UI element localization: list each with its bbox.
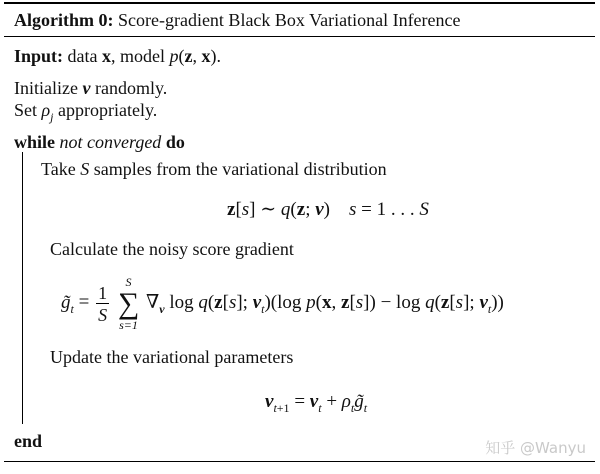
math-S: S xyxy=(80,159,90,179)
do-keyword: do xyxy=(165,132,185,152)
init-text-b: randomly. xyxy=(94,78,168,98)
step-gradient xyxy=(50,238,294,260)
set-text-b: appropriately. xyxy=(58,100,158,120)
algorithm-header xyxy=(14,9,461,31)
header-rule xyxy=(4,36,595,37)
set-text-a: Set xyxy=(14,100,38,120)
init-line xyxy=(14,77,167,99)
end-line xyxy=(14,430,42,452)
input-text-model: , model xyxy=(111,46,166,66)
input-line: Input: data x, model p(z, x). xyxy=(14,46,222,66)
while-line xyxy=(14,131,185,153)
input-text-data: data xyxy=(67,46,98,66)
while-keyword: while xyxy=(14,132,56,152)
math-x: x xyxy=(102,46,112,66)
sample-equation: z[s] ∼ q(z; ν) s = 1 . . . S xyxy=(227,199,429,220)
step1-text-b: samples from the variational distribution xyxy=(93,159,387,179)
algorithm-title: Score-gradient Black Box Variational Inference xyxy=(117,10,461,30)
while-condition: not converged xyxy=(59,132,162,152)
step2-text: Calculate the noisy score gradient xyxy=(50,239,294,259)
algorithm-label: Algorithm 0: xyxy=(14,10,114,30)
top-rule xyxy=(4,2,595,4)
set-line xyxy=(14,99,157,128)
gradient-equation: $g̃_t$ = $\frac{1}{S}$ S ∑ s=1 $\nabla_\nu$ log q(z[s]; $\nu_t)(\log$ p(x, z[s]) − log q(z[s]; $\nu_t$)) xyxy=(61,275,504,332)
loop-body-bar xyxy=(22,152,23,424)
fraction: $\frac{1}{S}$ xyxy=(98,282,108,325)
watermark: 知乎 @Wanyu xyxy=(485,439,586,457)
update-equation: $\nu_{t+1} = \nu_t$ + $\rho_tg̃_t$ xyxy=(265,391,368,415)
input-label: Input: xyxy=(14,46,64,66)
summation: S ∑ s=1 xyxy=(117,275,140,332)
end-keyword: end xyxy=(14,431,43,451)
step3-text: Update the variational parameters xyxy=(50,347,294,367)
step-update xyxy=(50,346,293,368)
step1-text-a: Take xyxy=(41,159,76,179)
math-p: p xyxy=(169,46,179,66)
step-sample xyxy=(41,158,387,180)
math-nu: ν xyxy=(82,78,91,98)
bottom-rule xyxy=(4,461,595,462)
math-rho-j: $\rho_j$ xyxy=(41,100,54,124)
init-text-a: Initialize xyxy=(14,78,78,98)
